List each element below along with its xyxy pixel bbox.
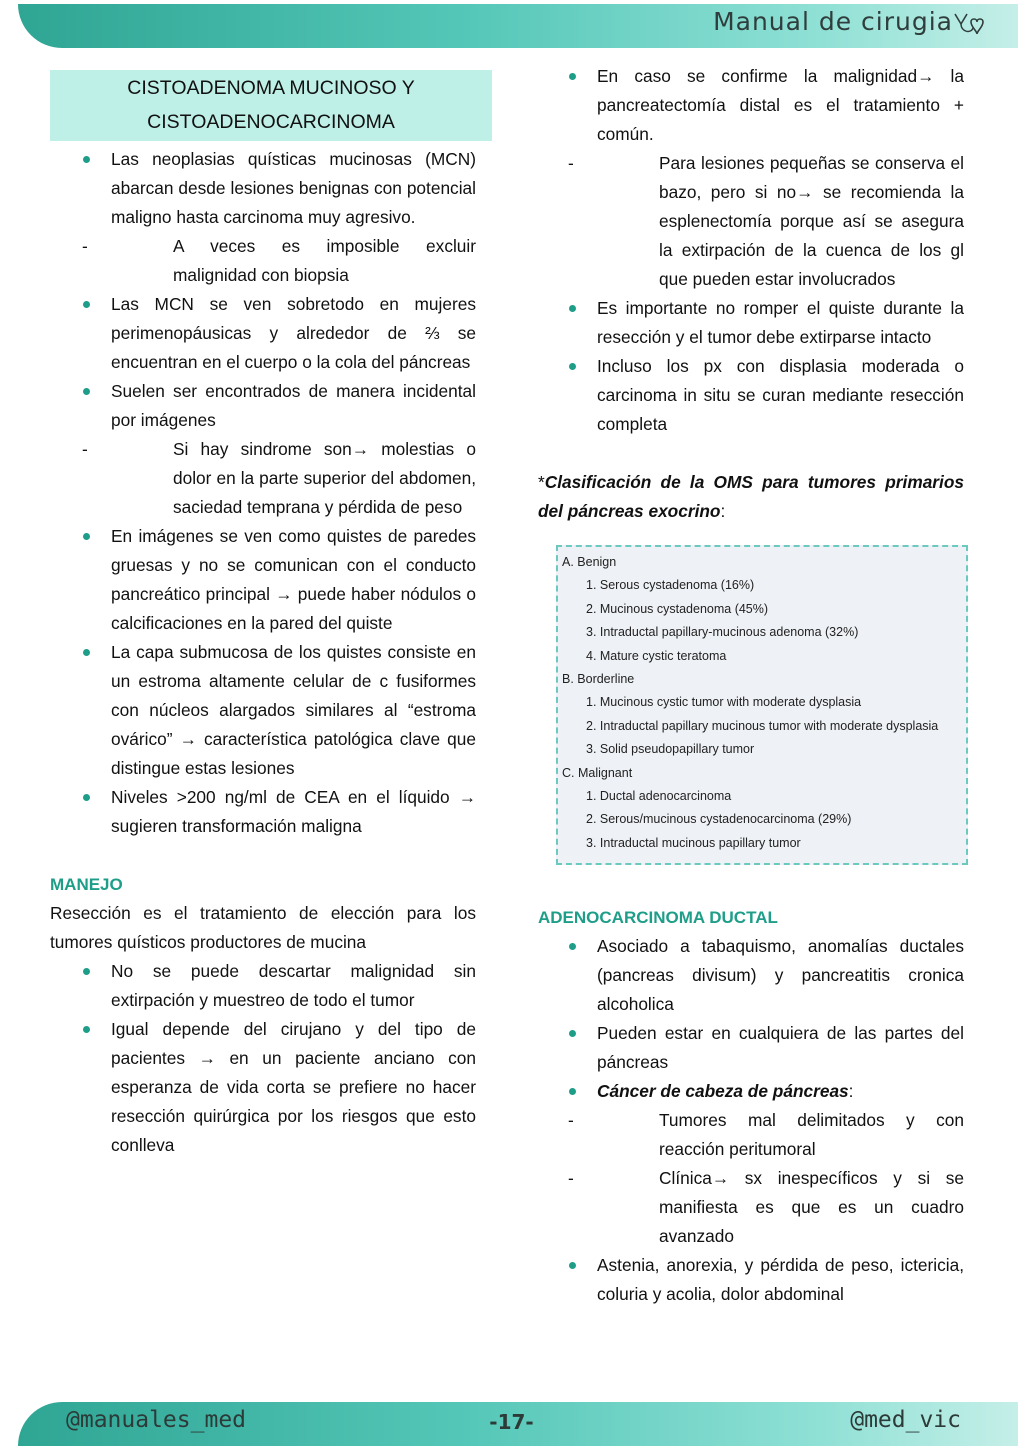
sub-list xyxy=(597,1106,964,1251)
spacer xyxy=(538,865,964,903)
page-number: -17- xyxy=(489,1410,534,1434)
right-column xyxy=(538,62,964,1309)
oms-item: 3. Intraductal mucinous papillary tumor xyxy=(586,835,801,850)
sub-list-item: - Para lesiones pequeñas se conserva el bazo, pero si no→ se recomienda la esplenectomía porque así se asegura la extirpación de la cuenca de los gl que pueden estar involucrados xyxy=(536,149,964,294)
oms-item: 2. Serous/mucinous cystadenocarcinoma (29%) xyxy=(586,812,852,827)
list-item: Suelen ser encontrados de manera incidental por imágenes - Si hay sindrome son→ molestias o dolor en la parte superior del abdomen, saciedad temprana y pérdida de peso xyxy=(50,377,476,522)
sub-list xyxy=(111,232,476,290)
footer-handle-left: @manuales_med xyxy=(66,1407,247,1433)
treatment-bullet-list xyxy=(536,62,964,439)
header-title: Manual de cirugia xyxy=(713,7,953,36)
list-item: Cáncer de cabeza de páncreas: - Tumores mal delimitados y con reacción peritumoral - Clínica→ sx inespecíficos y si se manifiesta es que es un cuadro avanzado xyxy=(536,1077,964,1251)
list-item: Niveles >200 ng/ml de CEA en el líquido → sugieren transformación maligna xyxy=(50,783,476,841)
oms-classification-figure xyxy=(556,545,968,865)
adenocarcinoma-heading: ADENOCARCINOMA DUCTAL xyxy=(538,908,778,927)
list-item: Las neoplasias quísticas mucinosas (MCN) abarcan desde lesiones benignas con potencial maligno hasta carcinoma muy agresivo. - A veces es imposible excluir malignidad con biopsia xyxy=(50,145,476,290)
footer-handle-right: @med_vic xyxy=(850,1407,961,1433)
sub-list-item: - Clínica→ sx inespecíficos y si se manifiesta es que es un cuadro avanzado xyxy=(536,1164,964,1251)
oms-item: 3. Solid pseudopapillary tumor xyxy=(586,742,755,757)
list-item: Pueden estar en cualquiera de las partes del páncreas xyxy=(536,1019,964,1077)
oms-caption-title: Clasificación de la OMS para tumores primarios del páncreas exocrino xyxy=(538,472,964,521)
list-item: Igual depende del cirujano y del tipo de pacientes → en un paciente anciano con esperanza de vida corta se prefiere no hacer resección quirúrgica por los riesgos que esto conlleva xyxy=(50,1015,476,1160)
list-item: Asociado a tabaquismo, anomalías ductales (pancreas divisum) y pancreatitis cronica alcoholica xyxy=(536,932,964,1019)
oms-item: 1. Mucinous cystic tumor with moderate dysplasia xyxy=(586,695,862,710)
oms-caption: *Clasificación de la OMS para tumores primarios del páncreas exocrino: xyxy=(538,472,964,521)
sub-list-item: - A veces es imposible excluir malignidad con biopsia xyxy=(50,232,476,290)
oms-group-benign: A. Benign xyxy=(562,555,617,569)
manejo-text: Resección es el tratamiento de elección para los tumores quísticos productores de mucina xyxy=(50,903,476,952)
oms-item: 1. Serous cystadenoma (16%) xyxy=(586,578,755,593)
manejo-heading: MANEJO xyxy=(50,875,123,894)
oms-item: 2. Mucinous cystadenoma (45%) xyxy=(586,601,769,616)
list-item: Astenia, anorexia, y pérdida de peso, ictericia, coluria y acolia, dolor abdominal xyxy=(536,1251,964,1309)
spacer xyxy=(50,841,476,870)
spacer xyxy=(538,439,964,468)
cabeza-label: Cáncer de cabeza de páncreas xyxy=(597,1081,849,1101)
oms-item: 3. Intraductal papillary-mucinous adenoma (32%) xyxy=(586,625,859,640)
list-item: La capa submucosa de los quistes consiste en un estroma altamente celular de c fusiformes con núcleos alargados similares al “estroma ovárico” → característica patológica clave que distingue estas lesiones xyxy=(50,638,476,783)
left-column xyxy=(50,70,476,1160)
sub-list-item: - Si hay sindrome son→ molestias o dolor en la parte superior del abdomen, saciedad temprana y pérdida de peso xyxy=(50,435,476,522)
sub-list-item: - Tumores mal delimitados y con reacción peritumoral xyxy=(536,1106,964,1164)
heart-stethoscope-icon xyxy=(951,10,985,38)
list-item: Las MCN se ven sobretodo en mujeres perimenopáusicas y alrededor de ⅔ se encuentran en el cuerpo o la cola del páncreas xyxy=(50,290,476,377)
mcn-bullet-list xyxy=(50,145,476,841)
oms-item: 1. Ductal adenocarcinoma xyxy=(586,789,732,804)
oms-item: 2. Intraductal papillary mucinous tumor with moderate dysplasia xyxy=(586,718,939,733)
list-item: En caso se confirme la malignidad→ la pancreatectomía distal es el tratamiento + común. - Para lesiones pequeñas se conserva el bazo, pero si no→ se recomienda la esplenectomía porque así se asegura la extirpación de la cuenca de los gl que pueden estar involucrados xyxy=(536,62,964,294)
oms-item: 4. Mature cystic teratoma xyxy=(586,648,727,663)
list-item: En imágenes se ven como quistes de paredes gruesas y no se comunican con el conducto pancreático principal → puede haber nódulos o calcificaciones en la pared del quiste xyxy=(50,522,476,638)
oms-group-borderline: B. Borderline xyxy=(562,672,635,687)
section-title-line1: CISTOADENOMA MUCINOSO Y xyxy=(127,77,415,99)
oms-group-malignant: C. Malignant xyxy=(562,765,633,780)
list-item: Es importante no romper el quiste durante la resección y el tumor debe extirparse intacto xyxy=(536,294,964,352)
manejo-bullet-list xyxy=(50,957,476,1160)
section-title-line2: CISTOADENOCARCINOMA xyxy=(147,111,395,133)
sub-list xyxy=(597,149,964,294)
list-item: Incluso los px con displasia moderada o carcinoma in situ se curan mediante resección completa xyxy=(536,352,964,439)
section-title-box xyxy=(50,70,492,141)
adenocarcinoma-bullet-list xyxy=(536,932,964,1309)
sub-list xyxy=(111,435,476,522)
list-item: No se puede descartar malignidad sin extirpación y muestreo de todo el tumor xyxy=(50,957,476,1015)
